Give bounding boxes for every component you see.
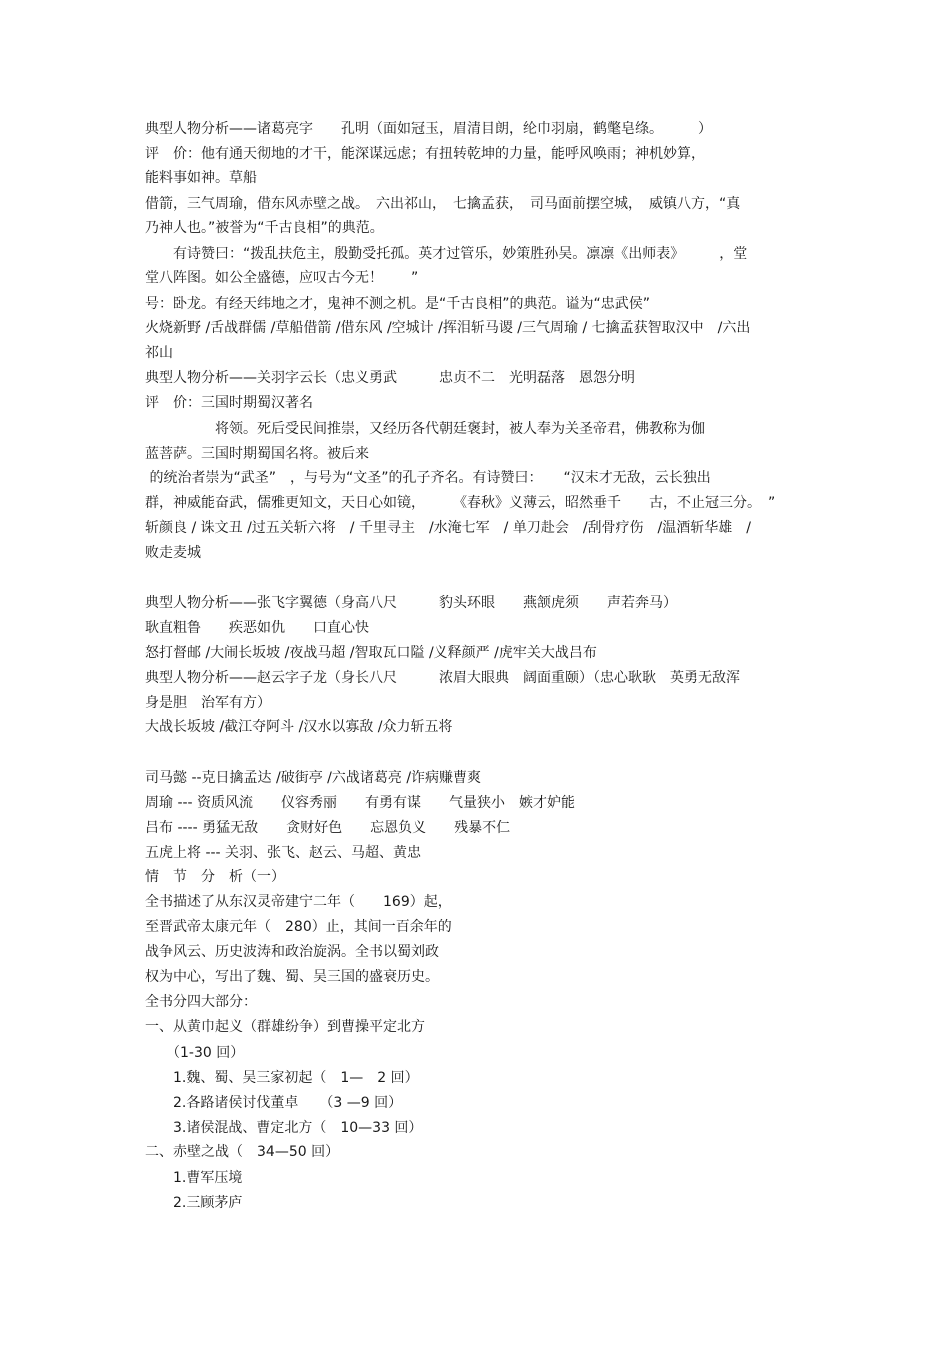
text-line: 1.曹军压境	[145, 1170, 243, 1186]
text-line: 大战长坂坡 /截江夺阿斗 /汉水以寡敌 /众力斩五将	[145, 719, 453, 735]
text-line: 借箭，三气周瑜，借东风赤壁之战。 六出祁山， 七擒孟获， 司马面前摆空城， 威镇八方，“真	[145, 196, 741, 212]
text-line: 五虎上将 --- 关羽、张飞、赵云、马超、黄忠	[145, 845, 422, 861]
text-line: 战争风云、历史波涛和政治旋涡。全书以蜀刘政	[145, 944, 439, 960]
text-line: 将领。死后受民间推崇，又经历各代朝廷褒封，被人奉为关圣帝君，佛教称为伽	[145, 421, 705, 437]
text-line: 典型人物分析——张飞字翼德（身高八尺 豹头环眼 燕颔虎须 声若奔马）	[145, 595, 677, 611]
text-line: 火烧新野 /舌战群儒 /草船借箭 /借东风 /空城计 /挥泪斩马谡 /三气周瑜 / 七擒孟获智取汉中 /六出	[145, 320, 751, 336]
text-line: 能料事如神。草船	[145, 170, 257, 186]
text-line: 蓝菩萨。三国时期蜀国名将。被后来	[145, 446, 369, 462]
text-line: 典型人物分析——诸葛亮字 孔明（面如冠玉，眉清目朗，纶巾羽扇，鹤氅皂绦。 ）	[145, 121, 712, 137]
text-line: 二、赤壁之战（ 34—50 回）	[145, 1144, 340, 1160]
text-line: 典型人物分析——赵云字子龙（身长八尺 浓眉大眼典 阔面重颐）（忠心耿耿 英勇无敌浑	[145, 670, 740, 686]
text-line: （1-30 回）	[145, 1045, 245, 1061]
text-line: 全书描述了从东汉灵帝建宁二年（ 169）起，	[145, 894, 452, 910]
text-line: 2.三顾茅庐	[145, 1195, 243, 1211]
text-line: 号：卧龙。有经天纬地之才，鬼神不测之机。是“千古良相”的典范。谥为“忠武侯”	[145, 296, 651, 312]
text-line: 1.魏、蜀、吴三家初起（ 1— 2 回）	[145, 1070, 419, 1086]
text-line: 耿直粗鲁 疾恶如仇 口直心快	[145, 620, 369, 636]
text-line: 司马懿 --克日擒孟达 /破街亭 /六战诸葛亮 /诈病赚曹爽	[145, 770, 482, 786]
text-line: 评 价：三国时期蜀汉著名	[145, 395, 313, 411]
text-line: 典型人物分析——关羽字云长（忠义勇武 忠贞不二 光明磊落 恩怨分明	[145, 370, 635, 386]
text-line: 3.诸侯混战、曹定北方（ 10—33 回）	[145, 1120, 423, 1136]
text-line: 祁山	[145, 345, 173, 361]
text-line: 有诗赞曰：“拨乱扶危主，殷勤受托孤。英才过管乐，妙策胜孙吴。凛凛《出师表》 ，堂	[145, 246, 748, 262]
text-line: 至晋武帝太康元年（ 280）止，其间一百余年的	[145, 919, 452, 935]
text-line: 全书分四大部分：	[145, 994, 257, 1010]
text-line: 的统治者崇为“武圣” ，与号为“文圣”的孔子齐名。有诗赞曰： “汉末才无敌，云长独出	[145, 470, 711, 486]
text-line: 怒打督邮 /大闹长坂坡 /夜战马超 /智取瓦口隘 /义释颜严 /虎牢关大战吕布	[145, 645, 597, 661]
text-line: 身是胆 治军有方）	[145, 695, 271, 711]
text-line: 乃神人也。”被誉为“千古良相”的典范。	[145, 220, 384, 236]
text-line: 堂八阵图。如公全盛德，应叹古今无！ ”	[145, 270, 419, 286]
text-line: 权为中心，写出了魏、蜀、吴三国的盛衰历史。	[145, 969, 439, 985]
text-line: 一、从黄巾起义（群雄纷争）到曹操平定北方	[145, 1019, 425, 1035]
text-line: 败走麦城	[145, 545, 201, 561]
text-line: 斩颜良 / 诛文丑 /过五关斩六将 / 千里寻主 /水淹七军 / 单刀赴会 /刮骨疗伤 /温酒斩华雄 /	[145, 520, 751, 536]
text-line: 群，神威能奋武，儒雅更知文，天日心如镜， 《春秋》义薄云，昭然垂千 古，不止冠三分。 ”	[145, 495, 776, 511]
text-line: 2.各路诸侯讨伐董卓 （3 —9 回）	[145, 1095, 403, 1111]
text-line: 吕布 ---- 勇猛无敌 贪财好色 忘恩负义 残暴不仁	[145, 820, 511, 836]
text-line: 评 价：他有通天彻地的才干，能深谋远虑；有扭转乾坤的力量，能呼风唤雨；神机妙算，	[145, 146, 705, 162]
text-line: 周瑜 --- 资质风流 仪容秀丽 有勇有谋 气量狭小 嫉才妒能	[145, 795, 576, 811]
section-heading: 情 节 分 析（一）	[145, 869, 285, 885]
